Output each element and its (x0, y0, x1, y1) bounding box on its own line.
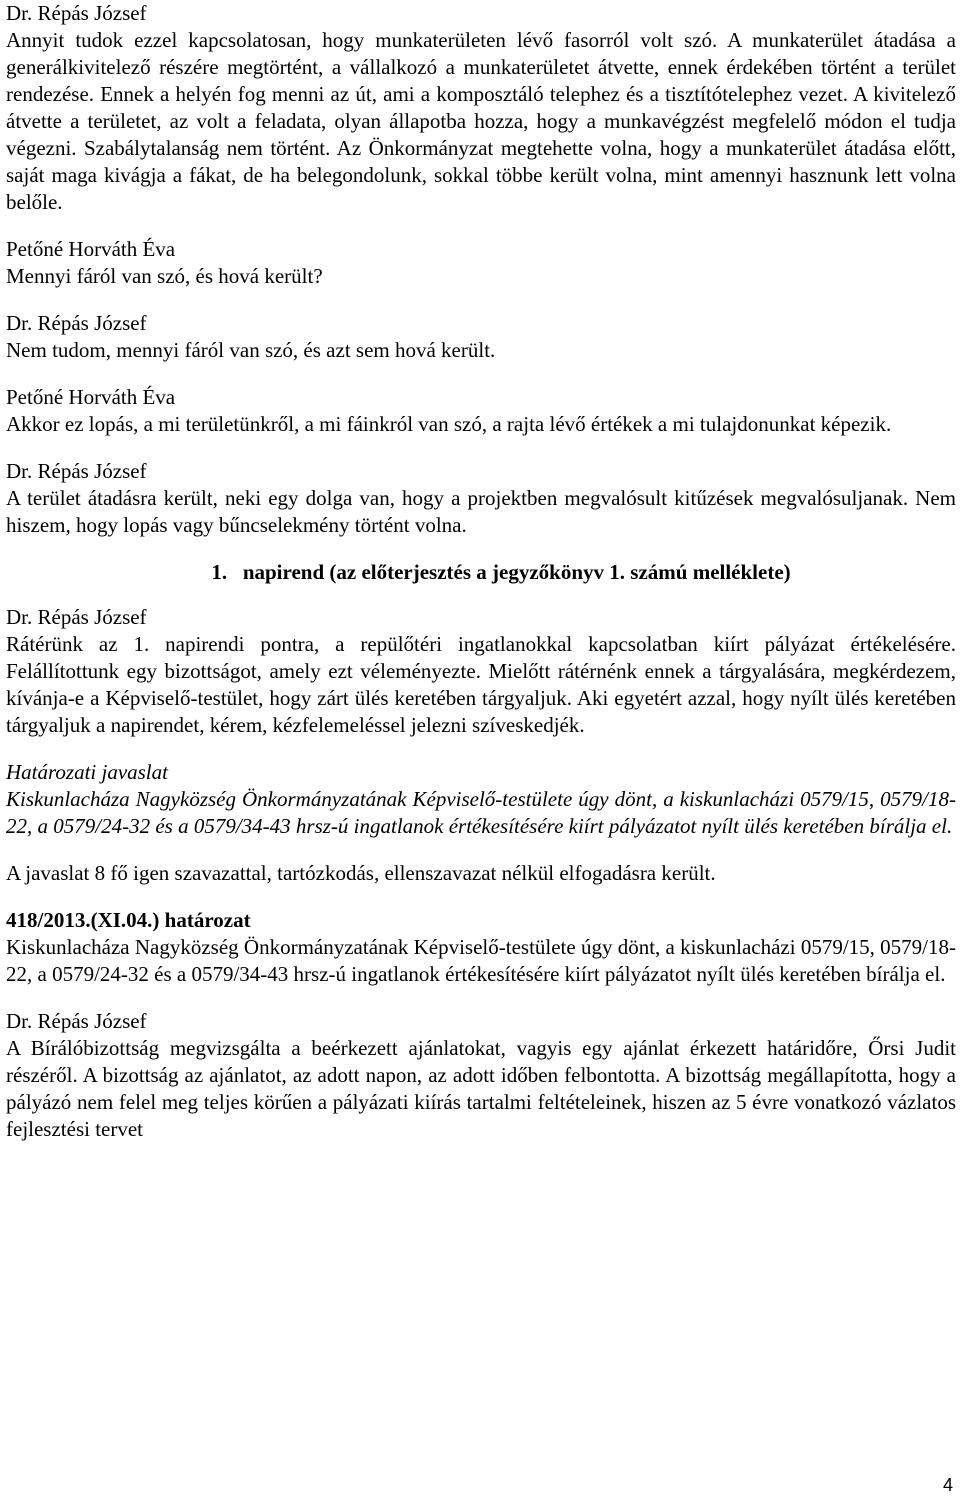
speech-text: Mennyi fáról van szó, és hová került? (6, 264, 323, 288)
document-page (6, 0, 956, 1143)
page-number: 4 (942, 1475, 953, 1495)
speech-block-6 (6, 604, 956, 739)
speech-text: A Bírálóbizottság megvizsgálta a beérkezett ajánlatokat, vagyis egy ajánlat érkezett határidőre, Őrsi Judit részéről. A bizottság az ajánlatot, az adott napon, az adott időben felbontotta. A bizottság megállapította, hogy a pályázó nem felel meg teljes körűen a pályázati kiírás tartalmi feltételeinek, hiszen az 5 évre vonatkozó vázlatos fejlesztési tervet (6, 1036, 956, 1141)
speech-block-4 (6, 384, 956, 438)
speaker-name: Dr. Répás József (6, 311, 147, 335)
proposal-text: Kiskunlacháza Nagyközség Önkormányzatának Képviselő-testülete úgy dönt, a kiskunlacházi 0579/15, 0579/18-22, a 0579/24-32 és a 0579/34-43 hrsz-ú ingatlanok értékesítésére kiírt pályázatot nyílt ülés keretében bírálja el. (6, 787, 956, 838)
speech-block-3 (6, 310, 956, 364)
speech-block-1 (6, 0, 956, 216)
speaker-name: Dr. Répás József (6, 1009, 147, 1033)
resolution (6, 907, 956, 988)
speech-block-5 (6, 458, 956, 539)
resolution-text: Kiskunlacháza Nagyközség Önkormányzatának Képviselő-testülete úgy dönt, a kiskunlacházi 0579/15, 0579/18-22, a 0579/24-32 és a 0579/34-43 hrsz-ú ingatlanok értékesítésére kiírt pályázatot nyílt ülés keretében bírálja el. (6, 935, 956, 986)
speech-text: Akkor ez lopás, a mi területünkről, a mi fáinkról van szó, a rajta lévő értékek a mi tulajdonunkat képezik. (6, 412, 892, 436)
speech-text: Rátérünk az 1. napirendi pontra, a repülőtéri ingatlanokkal kapcsolatban kiírt pályázat értékelésére. Felállítottunk egy bizottságot, amely ezt véleményezte. Mielőtt rátérnénk ennek a tárgyalására, megkérdezem, kívánja-e a Képviselő-testület, hogy zárt ülés keretében tárgyaljuk. Aki egyetért azzal, hogy nyílt ülés keretében tárgyaljuk a napirendet, kérem, kézfelemeléssel jelezni szíveskedjék. (6, 632, 956, 737)
agenda-heading: 1. napirend (az előterjesztés a jegyzőkönyv 1. számú melléklete) (211, 560, 791, 584)
resolution-proposal (6, 759, 956, 840)
speaker-name: Dr. Répás József (6, 605, 147, 629)
speaker-name: Petőné Horváth Éva (6, 385, 176, 409)
speech-block-2 (6, 236, 956, 290)
speech-text: Nem tudom, mennyi fáról van szó, és azt sem hová került. (6, 338, 496, 362)
speech-text: Annyit tudok ezzel kapcsolatosan, hogy munkaterületen lévő fasorról volt szó. A munkaterület átadása a generálkivitelező részére megtörtént, a vállalkozó a munkaterületet átvette, ennek érdekében történt a terület rendezése. Ennek a helyén fog menni az út, ami a komposztáló telephez és a tisztítótelephez vezet. A kivitelező átvette a területet, az volt a feladata, olyan állapotba hozza, hogy a munkavégzést megfelelő módon el tudja végezni. Szabálytalanság nem történt. Az Önkormányzat megtehette volna, hogy a munkaterület átadása előtt, saját maga kivágja a fákat, de ha belegondolunk, sokkal többe került volna, mint amennyi hasznunk lett volna belőle. (6, 28, 956, 214)
proposal-label: Határozati javaslat (6, 760, 168, 784)
speaker-name: Dr. Répás József (6, 1, 147, 25)
resolution-number: 418/2013.(XI.04.) határozat (6, 908, 251, 932)
speaker-name: Dr. Répás József (6, 459, 147, 483)
vote-result: A javaslat 8 fő igen szavazattal, tartózkodás, ellenszavazat nélkül elfogadásra került. (6, 861, 716, 885)
speech-text: A terület átadásra került, neki egy dolga van, hogy a projektben megvalósult kitűzések megvalósuljanak. Nem hiszem, hogy lopás vagy bűncselekmény történt volna. (6, 486, 956, 537)
speaker-name: Petőné Horváth Éva (6, 237, 176, 261)
speech-block-7 (6, 1008, 956, 1143)
